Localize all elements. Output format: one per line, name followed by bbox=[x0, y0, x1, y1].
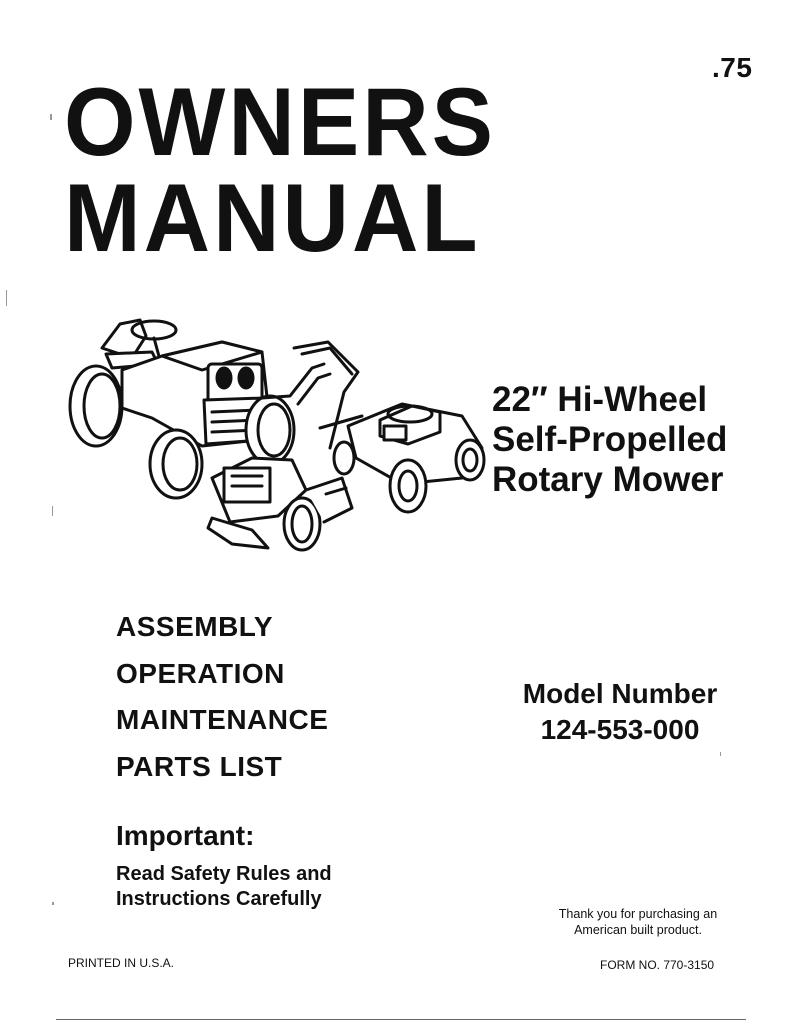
safety-line-1: Read Safety Rules and bbox=[116, 863, 332, 885]
topic-maintenance: MAINTENANCE bbox=[116, 704, 329, 735]
model-number: 124-553-000 bbox=[540, 714, 700, 745]
thank-you-note bbox=[530, 906, 746, 938]
lawn-equipment-illustration bbox=[62, 308, 487, 568]
topic-operation: OPERATION bbox=[116, 657, 285, 689]
safety-line-2: Instructions Carefully bbox=[116, 888, 322, 910]
title-manual: MANUAL bbox=[64, 164, 481, 272]
title-owners: OWNERS bbox=[64, 68, 496, 176]
model-block bbox=[500, 676, 740, 748]
topics-list bbox=[116, 604, 328, 790]
topic-assembly: ASSEMBLY bbox=[116, 611, 274, 642]
product-line-1: 22″ Hi-Wheel bbox=[492, 380, 708, 419]
safety-notice bbox=[116, 862, 332, 912]
product-line-2: Self-Propelled bbox=[492, 420, 728, 459]
bottom-divider bbox=[56, 1019, 746, 1020]
thanks-line-2: American built product. bbox=[574, 923, 702, 937]
product-line-3: Rotary Mower bbox=[492, 460, 724, 499]
form-number: FORM NO. 770-3150 bbox=[600, 958, 715, 972]
important-heading: Important: bbox=[116, 820, 255, 851]
thanks-line-1: Thank you for purchasing an bbox=[558, 907, 718, 921]
printed-in-label: PRINTED IN U.S.A. bbox=[68, 956, 175, 970]
model-label: Model Number bbox=[522, 678, 718, 709]
product-description bbox=[492, 380, 727, 500]
topic-parts-list: PARTS LIST bbox=[116, 750, 283, 782]
price-label: .75 bbox=[712, 52, 753, 83]
